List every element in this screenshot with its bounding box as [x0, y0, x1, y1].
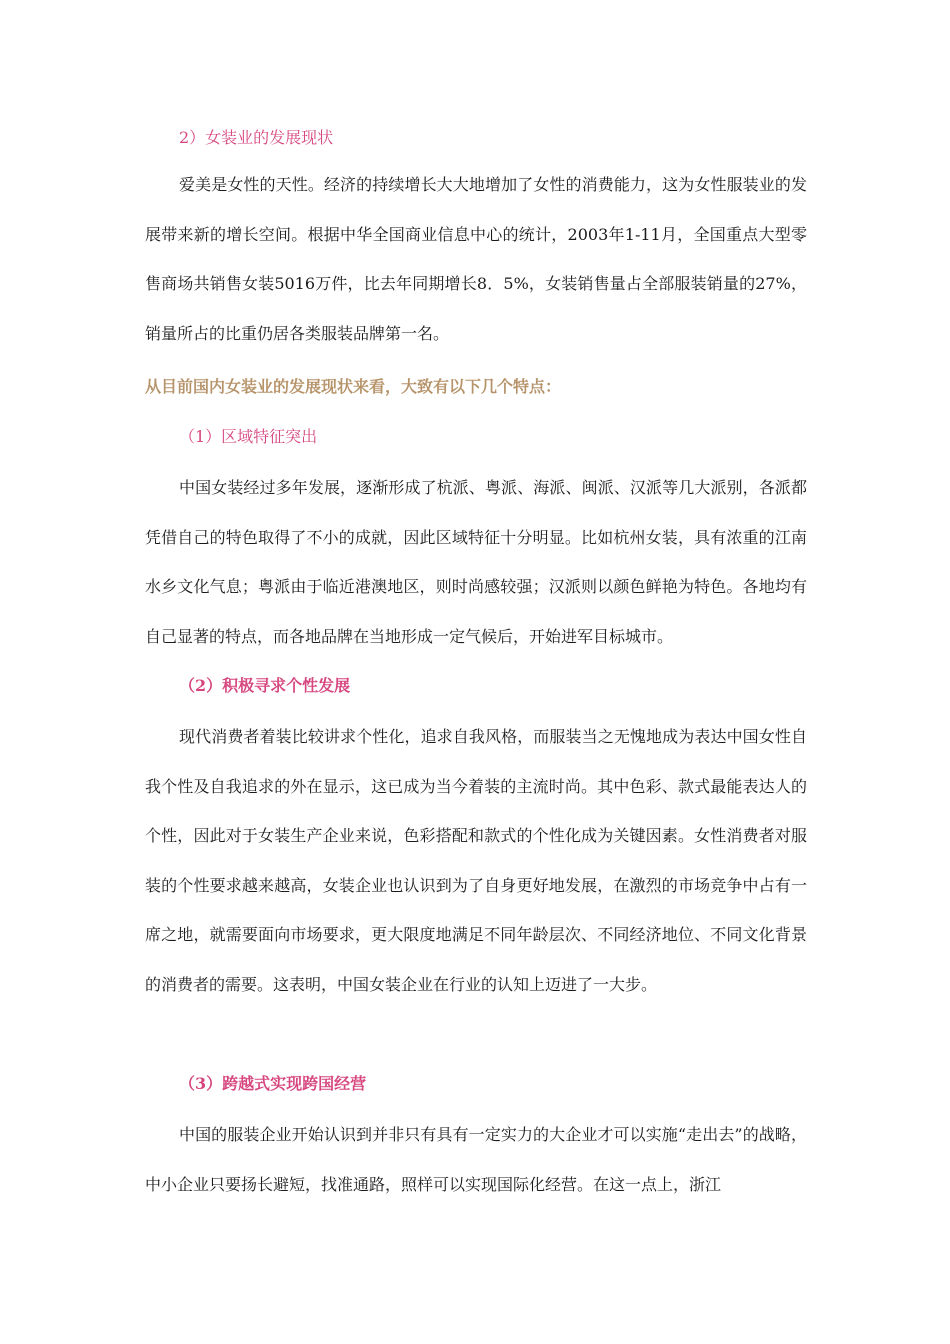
feature-1-paragraph: 中国女装经过多年发展，逐渐形成了杭派、粤派、海派、闽派、汉派等几大派别，各派都凭借自己的特色取得了不小的成就，因此区域特征十分明显。比如杭州女装，具有浓重的江南水乡文化气息；粤派由于临近港澳地区，则时尚感较强；汉派则以颜色鲜艳为特色。各地均有自己显著的特点，而各地品牌在当地形成一定气候后，开始进军目标城市。: [145, 478, 807, 646]
feature-2-paragraph: 现代消费者着装比较讲求个性化，追求自我风格，而服装当之无愧地成为表达中国女性自我个性及自我追求的外在显示，这已成为当今着装的主流时尚。其中色彩、款式最能表达人的个性，因此对于女装生产企业来说，色彩搭配和款式的个性化成为关键因素。女性消费者对服装的个性要求越来越高，女装企业也认识到为了自身更好地发展，在激烈的市场竞争中占有一席之地，就需要面向市场要求，更大限度地满足不同年龄层次、不同经济地位、不同文化背景的消费者的需要。这表明，中国女装企业在行业的认知上迈进了一大步。: [145, 727, 807, 994]
paragraph-intro: 爱美是女性的天性。经济的持续增长大大地增加了女性的消费能力，这为女性服装业的发展带来新的增长空间。根据中华全国商业信息中心的统计，2003年1-11月，全国重点大型零售商场共销售女装5016万件，比去年同期增长8．5%，女装销售量占全部服装销量的27%，销量所占的比重仍居各类服装品牌第一名。: [145, 175, 807, 343]
feature-3-paragraph: 中国的服装企业开始认识到并非只有具有一定实力的大企业才可以实施“走出去”的战略，中小企业只要扬长避短，找准通路，照样可以实现国际化经营。在这一点上，浙江: [145, 1125, 807, 1194]
feature-1-heading: （1）区域特征突出: [179, 427, 318, 446]
feature-3-heading: （3）跨越式实现跨国经营: [179, 1074, 367, 1093]
feature-2-heading: （2）积极寻求个性发展: [179, 676, 351, 695]
features-intro-heading: 从目前国内女装业的发展现状来看，大致有以下几个特点：: [145, 377, 562, 396]
section-heading: 2）女装业的发展现状: [179, 128, 334, 147]
